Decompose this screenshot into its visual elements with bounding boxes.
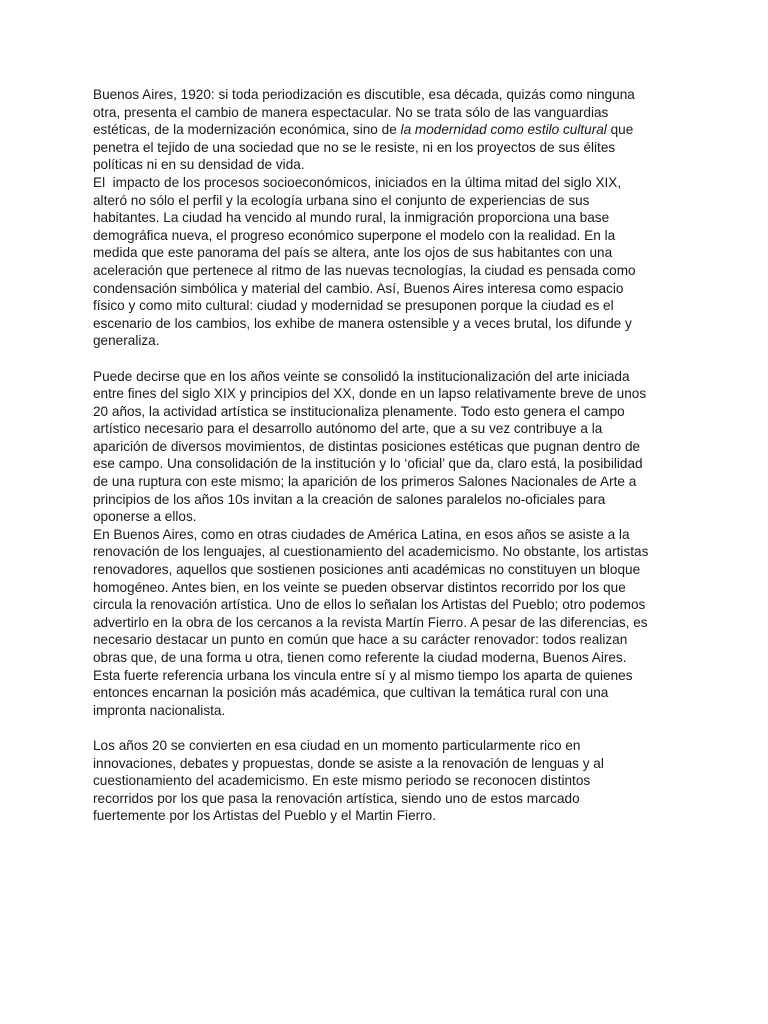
emphasized-phrase: la modernidad como estilo cultural [400, 122, 607, 138]
text-line: fuertemente por los Artistas del Pueblo y el Martin Fierro. [93, 808, 437, 824]
text-line: artístico necesario para el desarrollo autónomo del arte, que a su vez contribuye a la [93, 421, 603, 437]
text-line: homogéneo. Antes bien, en los veinte se pueden observar distintos recorrido por los que [93, 579, 626, 595]
text-line: políticas ni en su densidad de vida. [93, 157, 305, 173]
text-line: principios de los años 10s invitan a la creación de salones paralelos no-oficiales para [93, 491, 606, 507]
text-line: obras que, de una forma u otra, tienen como referente la ciudad moderna, Buenos Aires. [93, 650, 627, 665]
text-segment: estéticas, de la modernización económica, sino de [93, 122, 401, 138]
text-line: escenario de los cambios, los exhibe de manera ostensible y a veces brutal, los difunde y [93, 315, 632, 331]
text-line: condensación simbólica y material del cambio. Así, Buenos Aires interesa como espacio [93, 280, 624, 296]
paragraph-4 [93, 526, 683, 720]
text-line: circula la renovación artística. Uno de ellos lo señalan los Artistas del Pueblo; otro podemos [93, 597, 646, 613]
text-line: cuestionamiento del academicismo. En este mismo periodo se reconocen distintos [93, 773, 591, 789]
text-line: entonces encarnan la posición más académica, que cultivan la temática rural con una [93, 685, 609, 701]
text-line: alteró no sólo el perfil y la ecología urbana sino el conjunto de experiencias de sus [93, 192, 590, 208]
text-line: 20 años, la actividad artística se institucionaliza plenamente. Todo esto genera el campo [93, 403, 625, 419]
text-line-with-emphasis [93, 121, 683, 139]
paragraph-2 [93, 174, 683, 350]
text-line: entre fines del siglo XIX y principios del XX, donde en un lapso relativamente breve de unos [93, 386, 647, 402]
text-line: aparición de diversos movimientos, de distintas posiciones estéticas que pugnan dentro de [93, 438, 641, 454]
paragraph-1 [93, 86, 683, 174]
text-line: otra, presenta el cambio de manera espectacular. No se trata sólo de las vanguardias [93, 104, 609, 120]
text-line: Buenos Aires, 1920: si toda periodización es discutible, esa década, quizás como ninguna [93, 87, 635, 102]
text-line: medida que este panorama del país se altera, ante los ojos de sus habitantes con una [93, 245, 613, 261]
text-line: recorridos por los que pasa la renovación artística, siendo uno de estos marcado [93, 790, 580, 806]
text-line: El impacto de los procesos socioeconómicos, iniciados en la última mitad del siglo XIX, [93, 174, 622, 190]
document-body [93, 86, 683, 825]
text-line: físico y como mito cultural: ciudad y modernidad se presuponen porque la ciudad es el [93, 298, 614, 314]
text-line: de una ruptura con este mismo; la aparición de los primeros Salones Nacionales de Arte a [93, 474, 637, 490]
text-line: En Buenos Aires, como en otras ciudades de América Latina, en esos años se asiste a la [93, 526, 630, 542]
text-line: necesario destacar un punto en común que hace a su carácter renovador: todos realizan [93, 632, 628, 648]
paragraph-spacer [93, 350, 683, 368]
text-line: Los años 20 se convierten en esa ciudad en un momento particularmente rico en [93, 737, 581, 753]
text-line: innovaciones, debates y propuestas, donde se asiste a la renovación de lenguas y al [93, 755, 604, 771]
paragraph-spacer [93, 719, 683, 737]
paragraph-3 [93, 368, 683, 526]
text-line: demográfica nueva, el progreso económico superpone el modelo con la realidad. En la [93, 227, 616, 243]
text-line: renovación de los lenguajes, al cuestionamiento del academicismo. No obstante, los artistas [93, 544, 649, 560]
text-line: habitantes. La ciudad ha vencido al mundo rural, la inmigración proporciona una base [93, 210, 610, 226]
text-line: renovadores, aquellos que sostienen posiciones anti académicas no constituyen un bloque [93, 562, 641, 578]
text-line: advertirlo en la obra de los cercanos a la revista Martín Fierro. A pesar de las diferencias, es [93, 614, 648, 630]
text-line: impronta nacionalista. [93, 702, 226, 718]
text-line: aceleración que pertenece al ritmo de las nuevas tecnologías, la ciudad es pensada como [93, 262, 636, 278]
text-line: penetra el tejido de una sociedad que no se le resiste, ni en los proyectos de sus élites [93, 139, 616, 155]
text-line: generaliza. [93, 333, 160, 349]
paragraph-5 [93, 737, 683, 825]
text-segment: que [606, 122, 634, 138]
text-line: Puede decirse que en los años veinte se consolidó la institucionalización del arte iniciada [93, 368, 630, 384]
text-line: oponerse a ellos. [93, 509, 197, 525]
text-line: ese campo. Una consolidación de la institución y lo ‘oficial’ que da, claro está, la posibilidad [93, 456, 643, 472]
text-line: Esta fuerte referencia urbana los vincula entre sí y al mismo tiempo los aparta de quienes [93, 667, 633, 683]
